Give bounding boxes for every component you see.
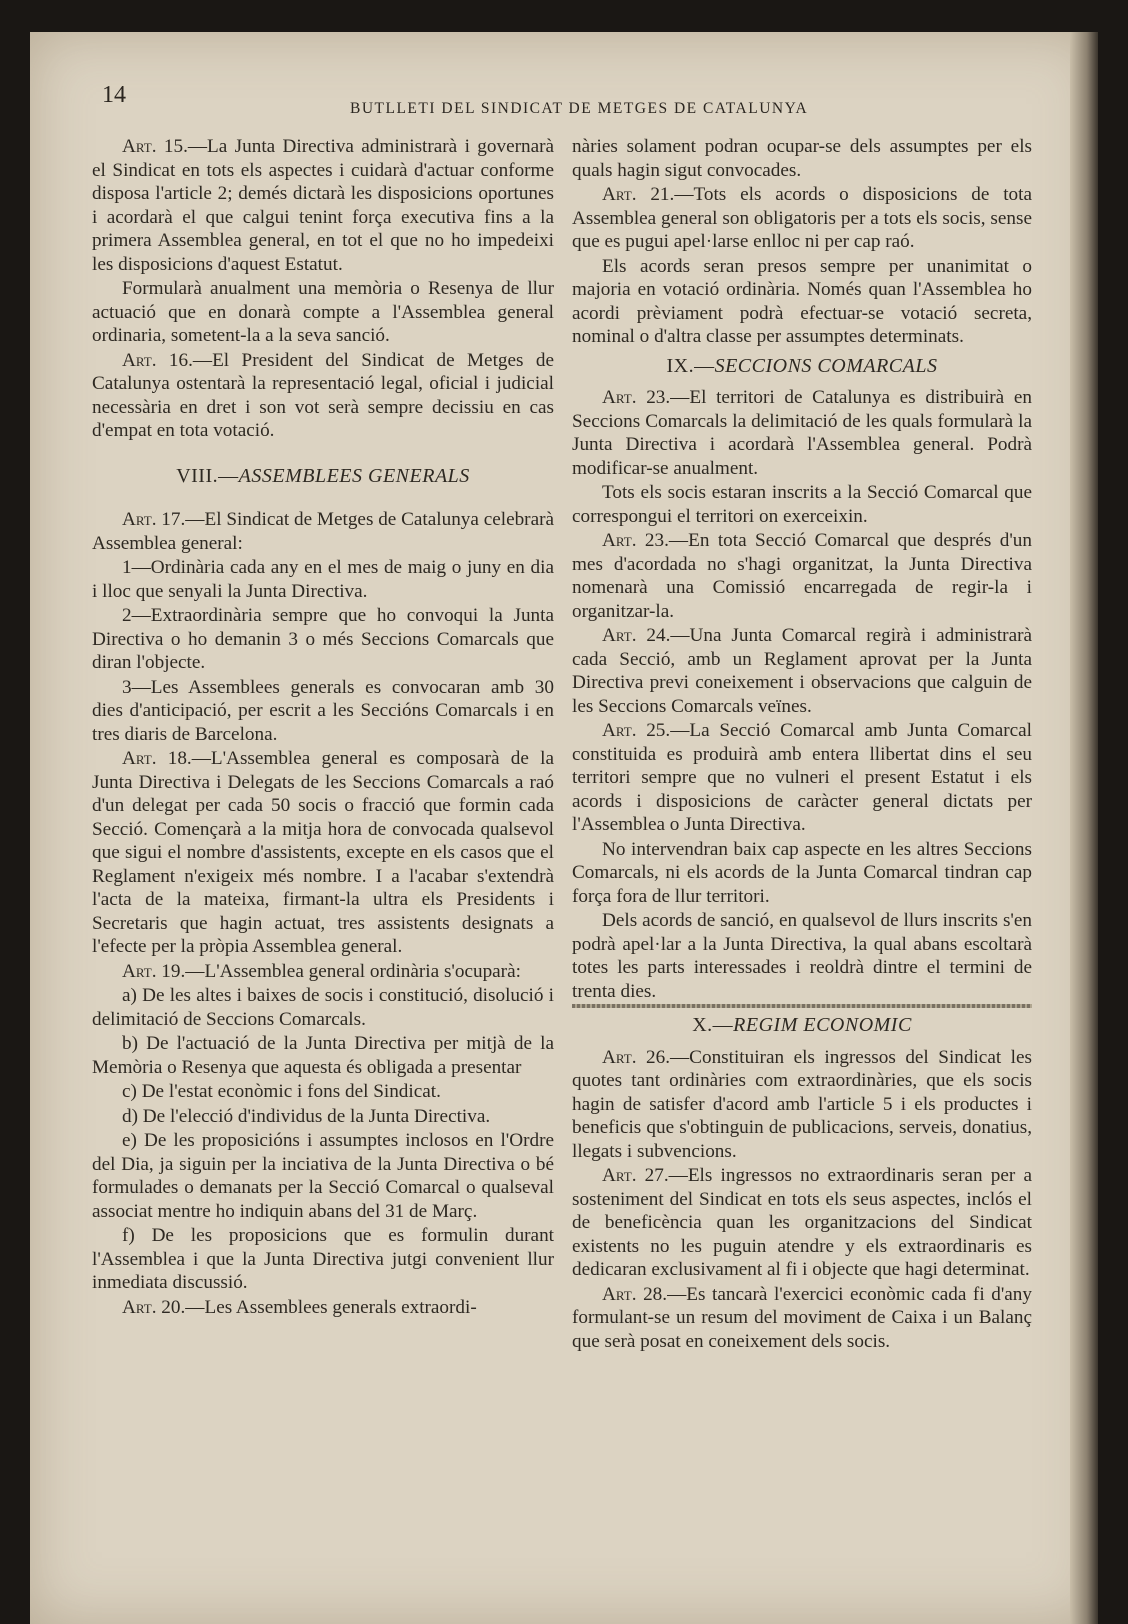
right-column: [572, 135, 1032, 1354]
paragraph-text: 26.—Constituiran els ingressos del Sindicat les quotes tant ordinàries com extraordinàries, que els socis hagin de satisfer d'acord amb l'article 5 i els productes i beneficis que s'obtinguin de publicacions, serveis, donatius, llegats i subvencions.: [572, 1046, 1032, 1162]
article-label: Art.: [602, 1046, 637, 1068]
paragraph: 1—Ordinària cada any en el mes de maig o juny en dia i lloc que senyali la Junta Directiva.: [92, 557, 554, 602]
article-label: Art.: [602, 625, 637, 646]
article-label: Art.: [602, 530, 637, 551]
paragraph: [572, 1046, 1032, 1164]
paragraph-text: 23.—En tota Secció Comarcal que després d'un mes d'acordada no s'hagi organitzat, la Junta Directiva nomenarà una Comissió encarregada de regir-la i organitzar-la.: [572, 530, 1032, 622]
paragraph-text: 24.—Una Junta Comarcal regirà i administrarà cada Secció, amb un Reglament aprovat per la Junta Directiva previ coneixement i observacions que calguin de les Seccions Comarcals veïnes.: [572, 625, 1032, 717]
ornamental-rule: [572, 1004, 1032, 1008]
article-label: Art.: [602, 1283, 637, 1305]
article-label: Art.: [122, 509, 157, 530]
paragraph-text: 21.—Tots els acords o disposicions de tota Assemblea general son obligatoris per a tots els socis, sense que es pugui apel·larse enlloc ni per cap raó.: [572, 184, 1032, 252]
paragraph-text: 23.—El territori de Catalunya es distribuirà en Seccions Comarcals la delimitació de les quals formularà la Junta Directiva i acordarà l'Assemblea general. Podrà modificar-se anualment.: [572, 387, 1032, 479]
article-label: Art.: [122, 136, 157, 157]
section-number: X.—: [692, 1014, 734, 1036]
list-item: a) De les altes i baixes de socis i constitució, disolució i delimitació de Seccions Comarcals.: [92, 985, 554, 1030]
article-label: Art.: [602, 184, 637, 205]
running-head: BUTLLETI DEL SINDICAT DE METGES DE CATALUNYA: [350, 100, 809, 117]
left-column: [92, 135, 554, 1320]
paragraph-text: 20.—Les Assemblees generals extraordi-: [156, 1296, 477, 1318]
list-item: e) De les proposicións i assumptes inclosos en l'Ordre del Dia, ja siguin per la inciativa de la Junta Directiva o bé formulades o demanats per la Secció Comarcal o qualseval associat mentre ho indiquin abans del 31 de Març.: [92, 1130, 554, 1222]
paragraph-text: 19.—L'Assemblea general ordinària s'ocuparà:: [156, 960, 521, 982]
article-label: Art.: [602, 720, 637, 741]
paragraph: No intervendran baix cap aspecte en les altres Seccions Comarcals, ni els acords de la Junta Comarcal tindran cap força fora de llur territori.: [572, 838, 1032, 907]
paragraph: [92, 1296, 554, 1320]
paragraph-text: 18.—L'Assemblea general es composarà de la Junta Directiva i Delegats de les Seccions Comarcals a raó d'un delegat per cada 50 socis o fracció que formin cada Secció. Començarà a la mitja hora de convocada qualsevol que sigui el nombre d'assistents, excepte en els casos que el Reglament n'exigeix més nombre. I a l'acabar s'extendrà l'acta de la mateixa, firmant-la ultra els Presidents i Secretaris que hagin actuat, tres assistents designats a l'efecte per la pròpia Assemblea general.: [92, 748, 554, 957]
article-label: Art.: [122, 349, 157, 371]
paragraph: [92, 135, 554, 276]
paragraph: [572, 1283, 1032, 1354]
article-label: Art.: [602, 387, 637, 408]
section-heading-viii: [92, 465, 554, 489]
paragraph: [92, 747, 554, 959]
section-title: SECCIONS COMARCALS: [714, 354, 938, 377]
scanned-page: [30, 32, 1098, 1624]
paragraph: [572, 529, 1032, 623]
paragraph-text: 28.—Es tancarà l'exercici econòmic cada fi d'any formulant-se un resum del moviment de Caixa i un Balanç que serà posat en coneixement dels socis.: [572, 1283, 1032, 1352]
paragraph: [572, 624, 1032, 718]
paragraph-text: 17.—El Sindicat de Metges de Catalunya celebrarà Assemblea general:: [92, 509, 554, 554]
book-spine-shadow: [1070, 32, 1098, 1624]
paragraph: [92, 349, 554, 443]
page-number: 14: [102, 82, 126, 108]
paragraph: Formularà anualment una memòria o Resenya de llur actuació que en donarà compte a l'Assemblea general ordinaria, sometent-la a la seva sanció.: [92, 278, 554, 346]
paragraph: [572, 1164, 1032, 1282]
list-item: c) De l'estat econòmic i fons del Sindicat.: [122, 1081, 441, 1102]
paragraph-text: 15.—La Junta Directiva administrarà i governarà el Sindicat en tots els aspectes i cuidarà d'actuar conforme disposa l'article 2; demés dictarà les disposicions oportunes i acordarà el que calgui tenint força executiva fins a la primera Assemblea general, en tot el que no ho impedeixi les disposicions d'aquest Estatut.: [92, 136, 554, 275]
section-title: REGIM ECONOMIC: [733, 1014, 912, 1036]
article-label: Art.: [122, 1296, 157, 1318]
paragraph-text: 16.—El President del Sindicat de Metges de Catalunya ostentarà la representació legal, oficial i judicial necessària en dret i son vot serà sempre decissiu en cas d'empat en tota votació.: [92, 349, 554, 441]
paragraph: Dels acords de sanció, en qualsevol de llurs inscrits s'en podrà apel·lar a la Junta Directiva, la qual abans escoltarà totes les parts interessades i reoldrà dintre el termini de trenta dies.: [572, 910, 1032, 1002]
section-number: IX.—: [666, 354, 715, 377]
paragraph-text: 27.—Els ingressos no extraordinaris seran per a sosteniment del Sindicat en tots els seus aspectes, inclós el de beneficència quan les organitzacions del Sindicat existents no les puguin atendre y els extraordinaris es dedicaran exclusivament al fi i objecte que hagi determinat.: [572, 1165, 1032, 1280]
paragraph: 2—Extraordinària sempre que ho convoqui la Junta Directiva o ho demanin 3 o més Seccions Comarcals que diran l'objecte.: [92, 605, 554, 673]
section-heading-x: [572, 1014, 1032, 1038]
paragraph: Els acords seran presos sempre per unanimitat o majoria en votació ordinària. Només quan l'Assemblea ho acordi prèviament podrà efectuar-se votació secreta, nominal o d'altra classe per assumptes determinats.: [572, 255, 1032, 347]
section-number: VIII.—: [176, 464, 239, 487]
paragraph: [572, 386, 1032, 480]
list-item: b) De l'actuació de la Junta Directiva per mitjà de la Memòria o Resenya que aquesta és obligada a presentar: [92, 1033, 554, 1078]
section-title: ASSEMBLEES GENERALS: [238, 464, 470, 487]
paragraph: [92, 508, 554, 555]
paragraph-text: 25.—La Secció Comarcal amb Junta Comarcal constituida es produirà amb entera llibertat dins el seu territori sempre que no vulneri el present Estatut i els acords i disposicions de caràcter general dictats per l'Assemblea o Junta Directiva.: [572, 720, 1032, 835]
list-item: d) De l'elecció d'individus de la Junta Directiva.: [122, 1105, 491, 1127]
article-label: Art.: [602, 1165, 637, 1186]
paragraph: Tots els socis estaran inscrits a la Secció Comarcal que correspongui el territori on exerceixin.: [572, 482, 1032, 527]
section-heading-ix: [572, 355, 1032, 379]
paragraph: [92, 960, 554, 984]
list-item: f) De les proposicions que es formulin durant l'Assemblea i que la Junta Directiva jutgi convenient llur inmediata discussió.: [92, 1225, 554, 1293]
paragraph: [572, 183, 1032, 254]
paragraph: 3—Les Assemblees generals es convocaran amb 30 dies d'anticipació, per escrit a les Seccións Comarcals i en tres diaris de Barcelona.: [92, 676, 554, 745]
article-label: Art.: [122, 748, 157, 769]
paragraph: [572, 719, 1032, 837]
article-label: Art.: [122, 960, 157, 982]
paragraph: nàries solament podran ocupar-se dels assumptes per els quals hagin sigut convocades.: [572, 136, 1032, 181]
